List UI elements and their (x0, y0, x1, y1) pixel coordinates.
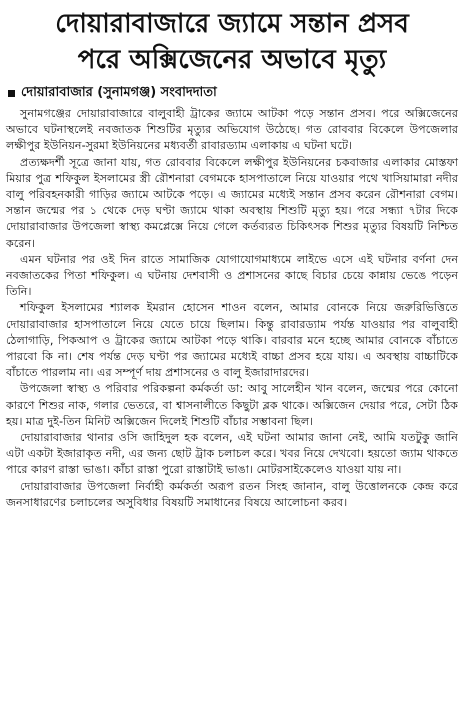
article-paragraph: দোয়ারাবাজার থানার ওসি জাহিদুল হক বলেন, এই ঘটনা আমার জানা নেই, আমি যতটুকু জানি এটা একটা ইজারাকৃত নদী, এর জন্য ছোট ট্রাক চলাচল করে। খবর নিয়ে দেখবো। হয়তো জ্যাম থাকতে পারে কারণ রাস্তা ভাঙা। কাঁচা রাস্তা পুরো রাস্তাটাই ভাঙা। মোটরসাইকেলেও যাওয়া যায় না। (6, 431, 458, 477)
article-paragraph: সুনামগঞ্জের দোয়ারাবাজারে বালুবাহী ট্রাকের জ্যামে আটকা পড়ে সন্তান প্রসব। পরে অক্সিজেনের অভাবে ঘটনাস্থলেই নবজাতক শিশুটির মৃত্যুর অভিযোগ উঠেছে। গত রোববার বিকেলে উপজেলার লক্ষীপুর ইউনিয়ন-সুরমা ইউনিয়নের মধ্যবর্তী রাবারড্যাম এলাকায় এ ঘটনা ঘটে। (6, 107, 458, 153)
article-paragraph: শফিকুল ইসলামের শ্যালক ইমরান হোসেন শাওন বলেন, আমার বোনকে নিয়ে জরুরিভিত্তিতে দোয়ারাবাজার হাসপাতালে নিয়ে যেতে চায়ে ছিলাম। কিন্তু রাবারড্যাম পর্যন্ত যাওয়ার পর বালুবাহী ঠেলাগাড়ি, পিকআপ ও ট্রাকের জ্যামে আটকা পড়ে থাকি। বারবার মনে হচ্ছে আমার বোনকে বাঁচাতে পারবো কি না। শেষ পর্যন্ত দেড় ঘণ্টা পর জ্যামের মধ্যেই বাচ্চা প্রসব হয়ে যায়। এ অবস্থায় বাচ্চাটিকে বাঁচাতে পারলাম না। এর সম্পূর্ণ দায় প্রশাসনের ও বালু ইজারাদারদের। (6, 301, 458, 380)
headline-line-2: পরে অক্সিজেনের অভাবে মৃত্যু (77, 45, 387, 75)
article-body (6, 106, 458, 511)
headline-line-1: দোয়ারাবাজারে জ্যামে সন্তান প্রসব (55, 9, 409, 39)
article-paragraph: এমন ঘটনার পর ওই দিন রাতে সামাজিক যোগাযোগমাধ্যমে লাইভে এসে এই ঘটনার বর্ণনা দেন নবজাতকের পিতা শফিকুল। এ ঘটনায় দেশবাসী ও প্রশাসনের কাছে বিচার চেয়ে কান্নায় ভেঙে পড়েন তিনি। (6, 252, 458, 299)
article-paragraph: দোয়ারাবাজার উপজেলা নির্বাহী কর্মকর্তা অরূপ রতন সিংহ জানান, বালু উত্তোলনকে কেন্দ্র করে জনসাধারণের চলাচলের অসুবিধার বিষয়টি সমাধানের বিষয়ে আলোচনা করব। (6, 479, 458, 509)
article-paragraph: উপজেলা স্বাস্থ্য ও পরিবার পরিকল্পনা কর্মকর্তা ডা: আবু সালেহীন খান বলেন, জন্মের পরে কোনো কারণে শিশুর নাক, গলার ভেতরে, বা শ্বাসনালীতে কিছুটা ব্লক থাকে। অক্সিজেন দেয়ার পরে, সেটা ঠিক হয়। মাত্র দুই-তিন মিনিট অক্সিজেন দিলেই শিশুটি বাঁচার সম্ভাবনা ছিল। (6, 382, 458, 428)
article-paragraph: প্রত্যক্ষদর্শী সূত্রে জানা যায়, গত রোববার বিকেলে লক্ষীপুর ইউনিয়নের চকবাজার এলাকার মোস্তফা মিয়ার পুত্র শফিকুল ইসলামের স্ত্রী রৌশনারা বেগমকে হাসপাতালে নিয়ে যাওয়ার পথে খাসিয়ামারা নদীর বালু পরিবহনকারী গাড়ির জ্যামে আটকে পড়ে। এ জ্যামের মধ্যেই সন্তান প্রসব করেন রৌশনারা বেগম। সন্তান জন্মের পর ১ থেকে দেড় ঘণ্টা জ্যামে থাকা অবস্থায় শিশুটি মৃত্যু হয়। পরে সন্ধ্যা ৭টার দিকে দোয়ারাবাজার উপজেলা স্বাস্থ্য কমপ্লেক্সে নিয়ে গেলে কর্তব্যরত চিকিৎসক শিশুর মৃত্যুর বিষয়টি নিশ্চিত করেন। (6, 155, 458, 250)
headline (6, 6, 458, 78)
byline-text: দোয়ারাবাজার (সুনামগঞ্জ) সংবাদদাতা (21, 85, 217, 100)
byline (6, 84, 458, 102)
square-bullet-icon (8, 90, 15, 97)
